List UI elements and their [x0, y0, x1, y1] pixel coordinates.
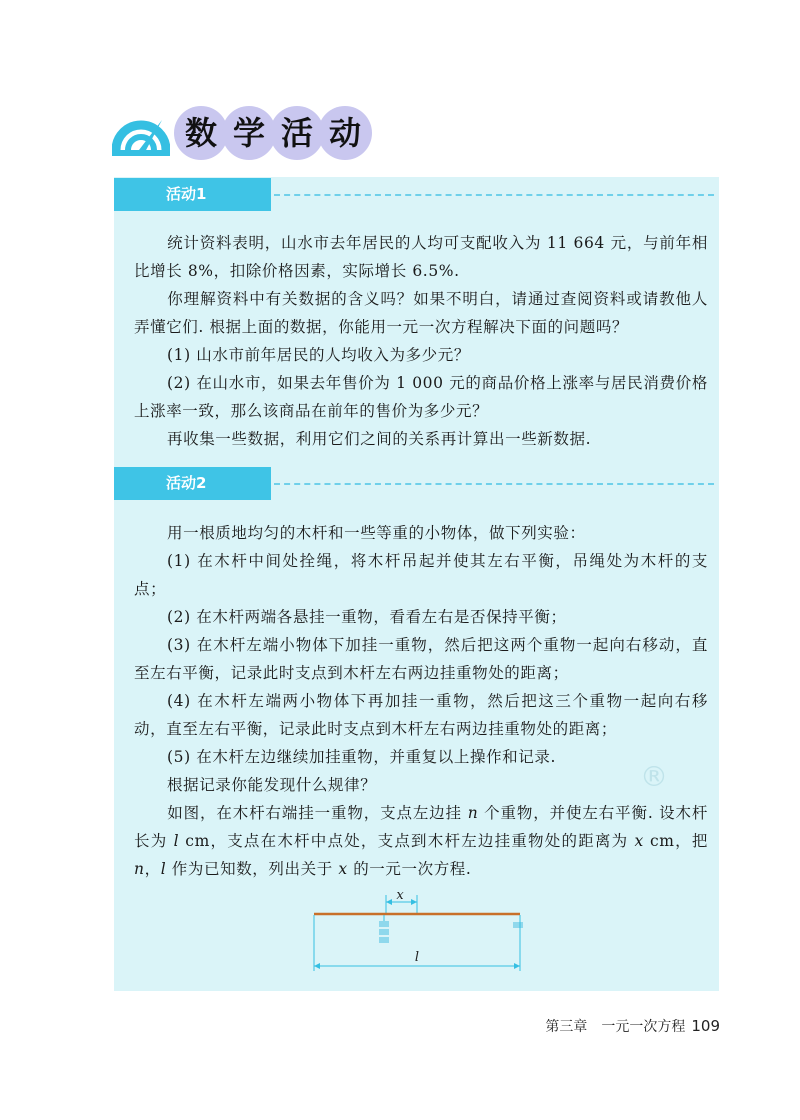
- activity1-tab: 活动1: [114, 178, 271, 211]
- page-footer: [545, 1016, 720, 1036]
- section-header: [112, 100, 372, 164]
- activity1-para-5: 再收集一些数据，利用它们之间的关系再计算出一些新数据.: [167, 430, 592, 448]
- activity1-para-3: (1) 山水市前年居民的人均收入为多少元？: [167, 346, 470, 364]
- header-title-char: 动: [318, 106, 372, 160]
- left-weight: [379, 937, 389, 943]
- l-arrow-left: [314, 963, 320, 969]
- activity2-para-4: (3) 在木杆左端小物体下加挂一重物，然后把这两个重物一起向右移动，直至左右平衡，记录此时支点到木杆左右两边挂重物处的距离；: [134, 636, 708, 682]
- l-arrow-right: [514, 963, 520, 969]
- x-arrow-right: [411, 899, 417, 905]
- activity1-divider: [274, 194, 714, 196]
- registered-watermark: ®: [640, 760, 668, 793]
- right-weight: [513, 922, 523, 928]
- page-number: 109: [691, 1017, 720, 1035]
- activity2-para-1: 用一根质地均匀的木杆和一些等重的小物体，做下列实验：: [167, 524, 586, 542]
- lever-figure: [300, 885, 540, 975]
- left-weight: [379, 921, 389, 927]
- activity-gauge-icon: [112, 106, 170, 158]
- header-title-char: 数: [174, 106, 228, 160]
- header-title-char: 活: [270, 106, 324, 160]
- activity2-para-3: (2) 在木杆两端各悬挂一重物，看看左右是否保持平衡；: [167, 608, 567, 626]
- activity1-para-4: (2) 在山水市，如果去年售价为 1 000 元的商品价格上涨率与居民消费价格上涨率一致，那么该商品在前年的售价为多少元？: [134, 374, 708, 420]
- x-arrow-left: [386, 899, 392, 905]
- x-label: x: [396, 888, 404, 903]
- activity2-para-5: (4) 在木杆左端两小物体下再加挂一重物，然后把这三个重物一起向右移动，直至左右平衡，记录此时支点到木杆左右两边挂重物处的距离；: [134, 692, 708, 738]
- activity1-para-1: 统计资料表明，山水市去年居民的人均可支配收入为 11 664 元，与前年相比增长 8%，扣除价格因素，实际增长 6.5%.: [134, 234, 708, 280]
- left-weight: [379, 929, 389, 935]
- activity2-divider: [274, 483, 714, 485]
- header-title-char: 学: [222, 106, 276, 160]
- activity2-para-8: 如图，在木杆右端挂一重物，支点左边挂 n 个重物，并使左右平衡. 设木杆长为 l cm，支点在木杆中点处，支点到木杆左边挂重物处的距离为 x cm，把 n，l 作为已知数，列出关于 x 的一元一次方程.: [134, 804, 708, 878]
- activity2-para-2: (1) 在木杆中间处拴绳，将木杆吊起并使其左右平衡，吊绳处为木杆的支点；: [134, 552, 708, 598]
- l-label: l: [414, 950, 420, 965]
- activity2-para-6: (5) 在木杆左边继续加挂重物，并重复以上操作和记录.: [167, 748, 557, 766]
- activity2-tab: 活动2: [114, 467, 271, 500]
- activity2-para-7: 根据记录你能发现什么规律？: [167, 776, 377, 794]
- activity1-para-2: 你理解资料中有关数据的含义吗？如果不明白，请通过查阅资料或请教他人弄懂它们. 根据上面的数据，你能用一元一次方程解决下面的问题吗？: [134, 290, 708, 336]
- chapter-label: 第三章 一元一次方程: [545, 1019, 686, 1035]
